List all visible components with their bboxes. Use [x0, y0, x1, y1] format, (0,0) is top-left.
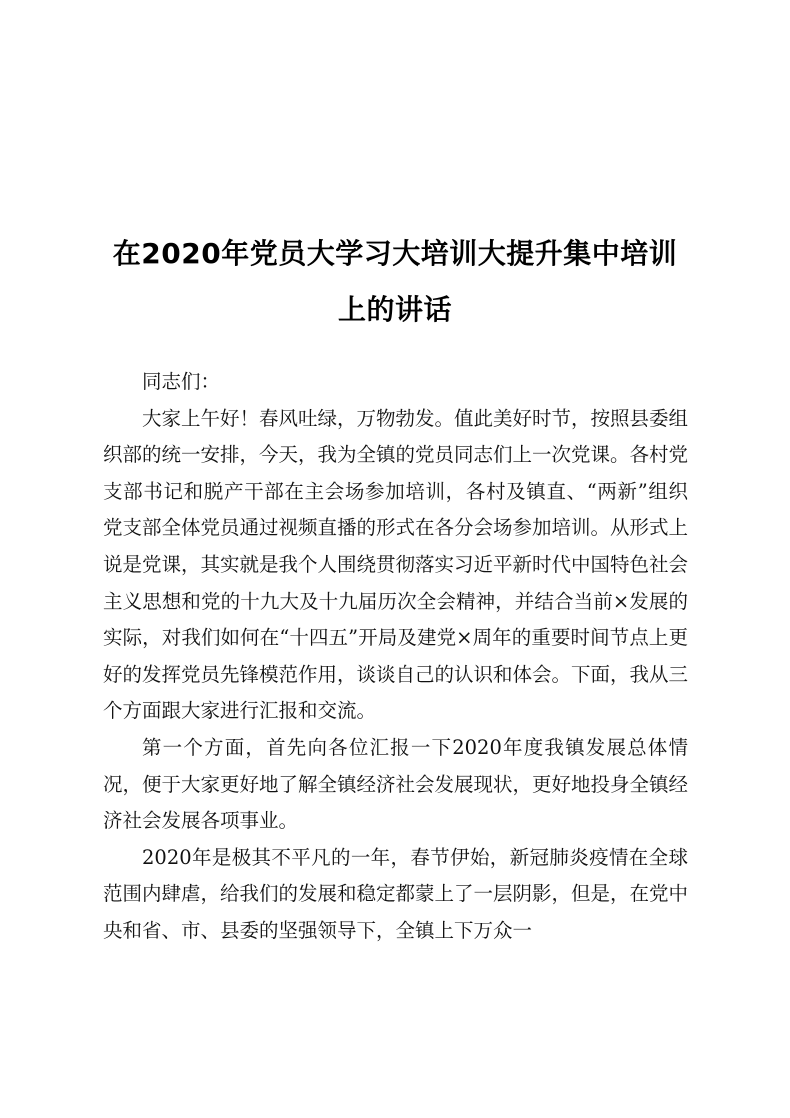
salutation: 同志们： [142, 370, 221, 393]
paragraph-opening: 大家上午好！春风吐绿，万物勃发。值此美好时节，按照县委组织部的统一安排，今天，我为全镇的党员同志们上一次党课。各村党支部书记和脱产干部在主会场参加培训，各村及镇直、“两新”组织党支部全体党员通过视频直播的形式在各分会场参加培训。从形式上说是党课，其实就是我个人围绕贯彻落实习近平新时代中国特色社会主义思想和党的十九大及十九届历次全会精神，并结合当前×发展的实际，对我们如何在“十四五”开局及建党×周年的重要时间节点上更好的发挥党员先锋模范作用，谈谈自己的认识和体会。下面，我从三个方面跟大家进行汇报和交流。 [103, 406, 689, 723]
paragraph-2020-review: 2020年是极其不平凡的一年，春节伊始，新冠肺炎疫情在全球范围内肆虐，给我们的发展和稳定都蒙上了一层阴影，但是，在党中央和省、市、县委的坚强领导下，全镇上下万众一 [103, 845, 689, 942]
title-line-1: 在2020年党员大学习大培训大提升集中培训 [112, 237, 678, 270]
speech-body [103, 364, 688, 950]
title-line-2: 上的讲话 [337, 293, 452, 326]
paragraph-first-aspect: 第一个方面，首先向各位汇报一下2020年度我镇发展总体情况，便于大家更好地了解全镇经济社会发展现状，更好地投身全镇经济社会发展各项事业。 [103, 735, 689, 833]
speech-title [60, 226, 730, 338]
